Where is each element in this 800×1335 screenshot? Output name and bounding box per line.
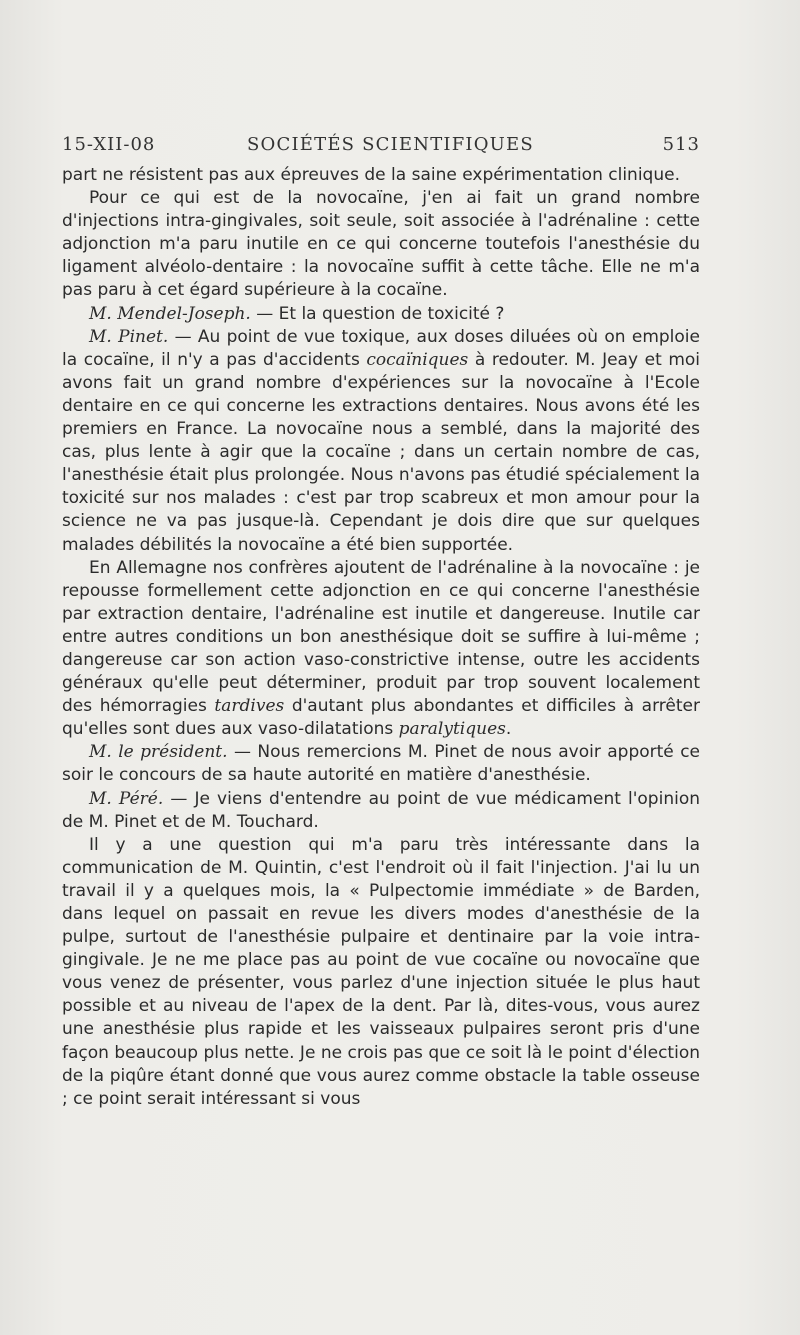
book-page — [62, 130, 700, 1111]
paragraph — [62, 834, 700, 1111]
paragraph — [62, 557, 700, 742]
article-body — [62, 164, 700, 1111]
paragraph-text: — Nous remercions M. Pinet de nous avoir apporté ce soir le concours de sa haute autorité en matière d'anesthésie. — [62, 742, 700, 786]
paragraph-text: — Au point de vue toxique, aux doses diluées où on emploie la cocaïne, il n'y a pas d'accidents — [62, 326, 700, 370]
paragraph — [62, 164, 700, 187]
paragraph-text: En Allemagne nos confrères ajoutent de l'adrénaline à la novocaïne : je repousse formellement cette adjonction en ce qui concerne l'anesthésie par extraction dentaire, l'adrénaline est inutile et dangereuse. Inutile car entre autres conditions un bon anesthésique doit se suffire à lui-même ; dangereuse car son action vaso-constrictive intense, outre les accidents généraux qu'elle peut déterminer, produit par trop souvent localement des hémorragies — [62, 557, 700, 717]
paragraph-text: Il y a une question qui m'a paru très intéressante dans la communication de M. Quintin, c'est l'endroit où il fait l'injection. J'ai lu un travail il y a quelques mois, la « Pulpectomie immédiate » de Barden, dans lequel on passait en revue les divers modes d'anesthésie de la pulpe, surtout de l'anesthésie pulpaire et dentinaire par la voie intra-gingivale. Je ne me place pas au point de vue cocaïne ou novocaïne que vous venez de présenter, vous parlez d'une injection située le plus haut possible et au niveau de l'apex de la dent. Par là, dites-vous, vous aurez une anesthésie plus rapide et les vaisseaux pulpaires seront pris d'une façon beaucoup plus nette. Je ne crois pas que ce soit là le point d'élection de la piqûre étant donné que vous aurez comme obstacle la table osseuse ; ce point serait intéressant si vous — [62, 834, 700, 1109]
paragraph — [62, 187, 700, 302]
italic-term: tardives — [214, 696, 285, 717]
section-title: SOCIÉTÉS SCIENTIFIQUES — [247, 134, 534, 155]
paragraph-text: d'autant plus abondantes et difficiles à arrêter qu'elles sont dues aux vaso-dilatations — [62, 696, 700, 740]
running-header — [62, 130, 700, 164]
paragraph-text: — Je viens d'entendre au point de vue médicament l'opinion de M. Pinet et de M. Touchard. — [62, 788, 700, 832]
paragraph — [62, 326, 700, 557]
paragraph — [62, 788, 700, 834]
speaker-name: M. Pinet. — [89, 326, 169, 347]
paragraph-text: . — [505, 719, 512, 740]
paragraph — [62, 741, 700, 787]
paragraph-text: part ne résistent pas aux épreuves de la saine expérimentation clinique. — [62, 165, 680, 185]
paragraph-text: — Et la question de toxicité ? — [250, 303, 505, 324]
paragraph — [62, 303, 700, 326]
page-number: 513 — [662, 134, 700, 155]
issue-date: 15-XII-08 — [62, 134, 156, 155]
paragraph-text: Pour ce qui est de la novocaïne, j'en ai fait un grand nombre d'injections intra-gingivales, soit seule, soit associée à l'adrénaline : cette adjonction m'a paru inutile en ce qui concerne toutefois l'anesthésie du ligament alvéolo-dentaire : la novocaïne suffit à cette tâche. Elle ne m'a pas paru à cet égard supérieure à la cocaïne. — [62, 188, 700, 301]
speaker-name: M. le président. — [89, 742, 228, 763]
speaker-name: M. Péré. — [89, 788, 164, 809]
paragraph-text: à redouter. M. Jeay et moi avons fait un grand nombre d'expériences sur la novocaïne à l'Ecole dentaire en ce qui concerne les extractions dentaires. Nous avons été les premiers en France. La novocaïne nous a semblé, dans la majorité des cas, plus lente à agir que la cocaïne ; dans un certain nombre de cas, l'anesthésie était plus prolongée. Nous n'avons pas étudié spécialement la toxicité sur nos malades : c'est par trop scabreux et mon amour pour la science ne va pas jusque-là. Cependant je dois dire que sur quelques malades débilités la novocaïne a été bien supportée. — [62, 349, 701, 555]
speaker-name: M. Mendel-Joseph. — [89, 303, 251, 324]
italic-term: paralytiques — [398, 719, 506, 740]
italic-term: cocaïniques — [366, 349, 469, 370]
